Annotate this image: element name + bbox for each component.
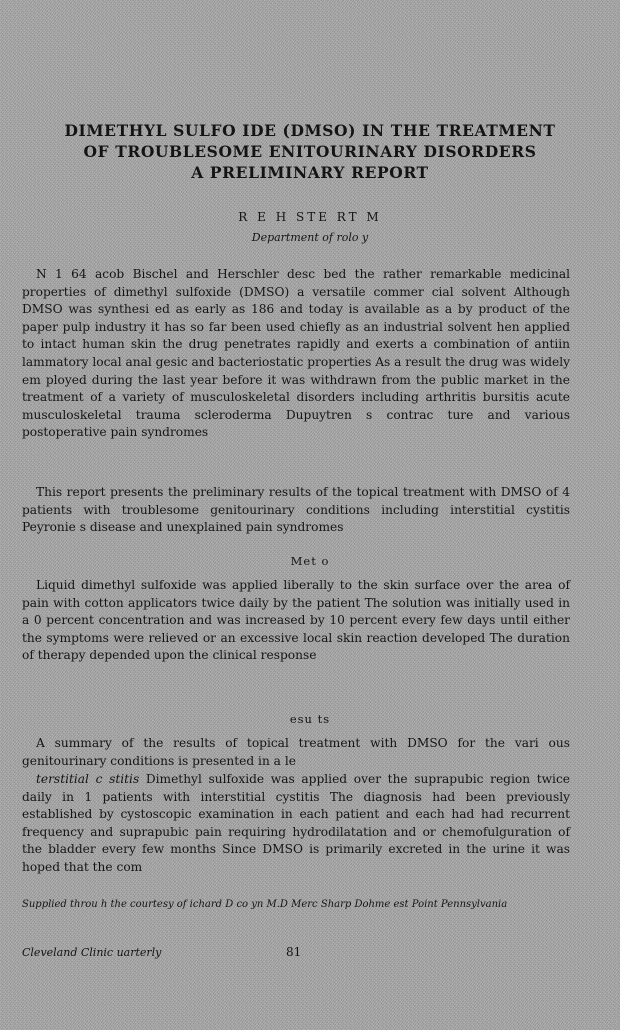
method-heading: Met o (290, 554, 330, 568)
report-scope-paragraph: This report presents the preliminary results of the topical treatment with DMSO of 4 patients with troublesome genitourinary conditions including interstitial cystitis Peyronie s disease and unexplained pain syndromes (22, 485, 570, 535)
interstitial-cystitis-paragraph (22, 771, 570, 877)
article-title (20, 120, 600, 183)
results-summary-paragraph: A summary of the results of topical treatment with DMSO for the vari ous genitourinary conditions is presented in a le (22, 736, 570, 768)
department: Department of rolo y (251, 231, 369, 244)
interstitial-cystitis-text: Dimethyl sulfoxide was applied over the suprapubic region twice daily in 1 patients with interstitial cystitis The diagnosis had been previously established by cystoscopic examination in each patient and each had had recurrent frequency and suprapubic pain requiring hydrodilatation and or chemofulguration of the bladder every few months Since DMSO is primarily excreted in the urine it was hoped that the com (22, 772, 570, 874)
title-line-2: OF TROUBLESOME ENITOURINARY DISORDERS (83, 142, 537, 161)
footnote: Supplied throu h the courtesy of ichard D co yn M.D Merc Sharp Dohme est Point Pennsylvania (22, 899, 508, 910)
title-line-3: A PRELIMINARY REPORT (191, 163, 429, 182)
title-line-1: DIMETHYL SULFO IDE (DMSO) IN THE TREATMENT (64, 121, 556, 140)
author-name: R E H STE RT M (238, 210, 382, 224)
journal-name: Cleveland Clinic uarterly (22, 946, 162, 959)
method-paragraph: Liquid dimethyl sulfoxide was applied liberally to the skin surface over the area of pain with cotton applicators twice daily by the patient The solution was initially used in a 0 percent concentration and was increased by 10 percent every few days until either the symptoms were relieved or an excessive local skin reaction developed The duration of therapy depended upon the clinical response (22, 578, 570, 663)
intro-paragraph: N 1 64 acob Bischel and Herschler desc bed the rather remarkable medicinal properties of dimethyl sulfoxide (DMSO) a versatile commer cial solvent Although DMSO was synthesi ed as early as 186 and today is available as a by product of the paper pulp industry it has so far been used chiefly as an industrial solvent hen applied to intact human skin the drug penetrates rapidly and exerts a combination of antiin lammatory local anal gesic and bacteriostatic properties As a result the drug was widely em ployed during the last year before it was withdrawn from the public market in the treatment of a variety of musculoskeletal disorders including arthritis bursitis acute musculoskeletal trauma scleroderma Dupuytren s contrac ture and various postoperative pain syndromes (22, 267, 571, 440)
page-number: 81 (286, 945, 302, 959)
results-heading: esu ts (289, 712, 331, 726)
interstitial-cystitis-subheading: terstitial c stitis (36, 772, 140, 786)
